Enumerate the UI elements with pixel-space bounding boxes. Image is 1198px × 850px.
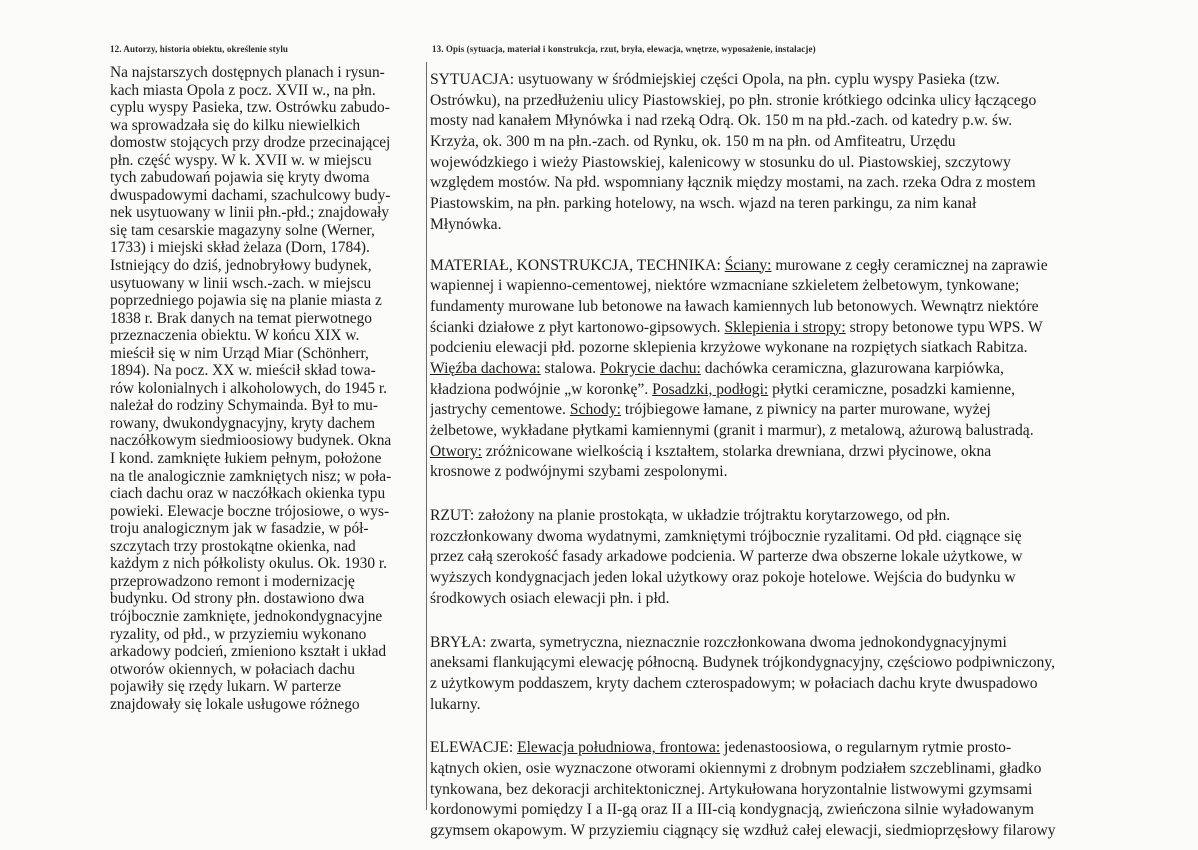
description-column xyxy=(430,70,1106,842)
history-line: się tam cesarskie magazyny solne (Werner, xyxy=(110,221,375,239)
column-divider xyxy=(426,62,427,810)
material-line: fundamenty murowane lub betonowe na ławach kamiennych lub betonowych. Wewnątrz niektóre xyxy=(430,297,1039,315)
history-line: 1894). Na pocz. XX w. mieścił skład towa- xyxy=(110,362,376,380)
sytuacja-line: Młynówka. xyxy=(430,215,502,233)
roofing-term: Pokrycie dachu: xyxy=(599,359,701,377)
rzut-line: rozczłonkowany dwoma wydatnymi, zamkniętymi trójbocznie ryzalitami. Od płd. ciągnące się xyxy=(430,527,1022,545)
sytuacja-line: Piastowskim, na płn. parking hotelowy, na wsch. wjazd na teren parkingu, za nim kanał xyxy=(430,195,977,213)
elewacje-line: ELEWACJE: Elewacja południowa, frontowa: jedenastoosiowa, o regularnym rytmie prosto- xyxy=(430,739,1012,757)
material-line: krosnowe z podwójnymi szybami zespolonymi. xyxy=(430,463,728,481)
history-line: wa sprowadzała się do kilku niewielkich xyxy=(110,116,361,134)
sytuacja-line: mosty nad kanałem Młynówka i nad rzeką Odrą. Ok. 150 m na płd.-zach. od katedry p.w. św. xyxy=(430,112,1013,130)
history-line: przeprowadzono remont i modernizację xyxy=(110,572,355,590)
walls-term: Ściany: xyxy=(724,256,772,274)
history-column xyxy=(110,64,420,713)
rzut-paragraph xyxy=(430,506,1106,609)
history-line: przeznaczenia obiektu. W końcu XIX w. xyxy=(110,327,360,345)
roof-truss-term: Więźba dachowa: xyxy=(430,359,541,377)
history-line: nek usytuowany w linii płn.-płd.; znajdowały xyxy=(110,204,390,222)
history-line: znajdowały się lokale usługowe różnego xyxy=(110,695,360,713)
material-paragraph xyxy=(430,256,1106,484)
openings-term: Otwory: xyxy=(430,442,482,460)
history-line: I kond. zamknięte łukiem pełnym, położone xyxy=(110,450,382,468)
rzut-line: środkowych osiach elewacji płn. i płd. xyxy=(430,589,670,607)
elewacje-paragraph xyxy=(430,738,1106,841)
history-line: pojawiły się rzędy lukarn. W parterze xyxy=(110,678,342,696)
material-line: kładziona podwójnie „w koronkę”. Posadzki, podłogi: płytki ceramiczne, posadzki kamienne, xyxy=(430,380,1016,398)
material-line: podcieniu elewacji płd. pozorne sklepienia krzyżowe wykonane na rozpiętych siatkach Rabitza. xyxy=(430,339,1028,357)
history-line: usytuowany w linii wsch.-zach. w miejscu xyxy=(110,274,372,292)
bryla-line: BRYŁA: zwarta, symetryczna, nieznacznie rozczłonkowana dwoma jednokondygnacyjnymi xyxy=(430,633,1007,651)
sytuacja-line: wojewódzkiego i wieży Piastowskiej, kalenicowy w stosunku do ul. Piastowskiej, szczytowy xyxy=(430,153,1011,171)
section-13-header: 13. Opis (sytuacja, materiał i konstrukcja, rzut, bryła, elewacja, wnętrze, wyposażenie, instalacje) xyxy=(432,44,816,54)
material-line: jastrychy cementowe. Schody: trójbiegowe łamane, z piwnicy na parter murowane, wyżej xyxy=(430,401,991,419)
history-line: każdym z nich półkolisty okulus. Ok. 1930 r. xyxy=(110,555,388,573)
history-line: rowany, dwukondygnacyjny, kryty dachem xyxy=(110,414,376,432)
bryla-line: z użytkowym poddaszem, kryty dachem czterospadowym; w połaciach dachu kryte dwuspadowo xyxy=(430,674,1038,692)
history-line: na tle analogicznie zamkniętych nisz; w poła- xyxy=(110,467,392,485)
history-line: trójbocznie zamknięte, jednokondygnacyjne xyxy=(110,607,383,625)
history-line: Na najstarszych dostępnych planach i rysun- xyxy=(110,64,385,81)
rzut-line: przez całą szerokość fasady arkadowe podcienia. W parterze dwa obszerne lokale użytkowe, w xyxy=(430,548,1023,566)
elewacje-line: tynkowana, bez dekoracji architektonicznej. Artykułowana horyzontalnie listwowymi gzymsami xyxy=(430,780,1033,798)
history-line: rów kolonialnych i alkoholowych, do 1945 r. xyxy=(110,379,387,397)
history-line: należał do rodziny Schymainda. Był to mu- xyxy=(110,397,378,415)
history-line: budynku. Od strony płn. dostawiono dwa xyxy=(110,590,365,608)
history-line: mieścił się w nim Urząd Miar (Schönherr, xyxy=(110,344,369,362)
stairs-term: Schody: xyxy=(569,401,621,419)
material-line: Otwory: zróżnicowane wielkością i kształtem, stolarka drewniana, drzwi płycinowe, okna xyxy=(430,442,992,460)
rzut-line: wyższych kondygnacjach jeden lokal użytkowy oraz pokoje hotelowe. Wejścia do budynku w xyxy=(430,569,1016,587)
history-line: Istniejący do dziś, jednobryłowy budynek, xyxy=(110,257,372,275)
sytuacja-line: Krzyża, ok. 300 m na płn.-zach. od Rynku, ok. 150 m na płn. od Amfiteatru, Urzędu xyxy=(430,133,956,151)
section-12-header: 12. Autorzy, historia obiektu, określenie stylu xyxy=(110,44,289,54)
vaults-ceilings-term: Sklepienia i stropy: xyxy=(724,318,846,336)
history-line: cyplu wyspy Pasieka, tzw. Ostrówku zabudo- xyxy=(110,99,390,117)
material-line: wapiennej i wapienno-cementowej, niektóre wzmacniane szkieletem żelbetowym, tynkowane; xyxy=(430,277,1020,295)
history-line: troju analogicznym jak w fasadzie, w pół- xyxy=(110,520,369,538)
history-line: tych zabudowań pojawia się kryty dwoma xyxy=(110,169,370,187)
material-line: MATERIAŁ, KONSTRUKCJA, TECHNIKA: Ściany: murowane z cegły ceramicznej na zaprawie xyxy=(430,256,1048,274)
material-line: ścianki działowe z płyt kartonowo-gipsowych. Sklepienia i stropy: stropy betonowe typu WPS. W xyxy=(430,318,1043,336)
history-line: poprzedniego pojawia się na planie miasta z xyxy=(110,292,382,310)
history-line: ryzality, od płd., w przyziemiu wykonano xyxy=(110,625,367,643)
bryla-paragraph xyxy=(430,633,1106,716)
elewacje-line: kordonowymi pomiędzy I a II-gą oraz II a III-cią kondygnacją, zwieńczona silnie wyładowanym xyxy=(430,801,1035,819)
history-line: ciach dachu oraz w naczółkach okienka typu xyxy=(110,485,386,503)
sytuacja-paragraph xyxy=(430,70,1106,236)
bryla-line: aneksami flankującymi elewację północną. Budynek trójkondygnacyjny, częściowo podpiwniczony, xyxy=(430,654,1055,672)
rzut-line: RZUT: założony na planie prostokąta, w układzie trójtraktu korytarzowego, od płn. xyxy=(430,507,951,525)
bryla-line: lukarny. xyxy=(430,695,481,713)
history-line: domostw stojących przy drodze przecinającej xyxy=(110,134,391,152)
history-line: dwuspadowymi dachami, szachulcowy budy- xyxy=(110,186,391,204)
elewacje-line: kątnych okien, osie wyznaczone otworami okiennymi z drobnym podziałem szczeblinami, gładko xyxy=(430,759,1042,777)
material-line: żelbetowe, wykładane płytkami kamiennymi (granit i marmur), z metalową, ażurową balustradą. xyxy=(430,422,1034,439)
history-line: płn. część wyspy. W k. XVII w. w miejscu xyxy=(110,151,372,169)
sytuacja-line: względem mostów. Na płd. wspomniany łącznik między mostami, na zach. rzeka Odra z mostem xyxy=(430,174,1036,192)
history-line: 1838 r. Brak danych na temat pierwotnego xyxy=(110,309,372,327)
material-line: Więźba dachowa: stalowa. Pokrycie dachu: dachówka ceramiczna, glazurowana karpiówka, xyxy=(430,359,1004,377)
history-line: 1733) i miejski skład żelaza (Dorn, 1784). xyxy=(110,239,370,257)
history-line: kach miasta Opola z pocz. XVII w., na płn. xyxy=(110,81,376,99)
south-facade-term: Elewacja południowa, frontowa: xyxy=(517,739,721,757)
history-line: naczółkowym siedmioosiowy budynek. Okna xyxy=(110,432,392,450)
history-line: arkadowy podcień, zmieniono kształt i układ xyxy=(110,643,387,661)
history-line: powieki. Elewacje boczne trójosiowe, o wys- xyxy=(110,502,390,520)
elewacje-line: gzymsem okapowym. W przyziemiu ciągnący się wzdłuż całej elewacji, siedmioprzęsłowy filarowy xyxy=(430,822,1056,839)
sytuacja-line: Ostrówku), na przedłużeniu ulicy Piastowskiej, po płn. stronie krótkiego odcinka ulicy łączącego xyxy=(430,91,1037,109)
history-line: szczytach trzy prostokątne okienka, nad xyxy=(110,537,356,555)
floors-term: Posadzki, podłogi: xyxy=(652,380,769,398)
sytuacja-line: SYTUACJA: usytuowany w śródmiejskiej części Opola, na płn. cyplu wyspy Pasieka (tzw. xyxy=(430,71,1000,88)
history-line: otworów okiennych, w połaciach dachu xyxy=(110,660,355,678)
